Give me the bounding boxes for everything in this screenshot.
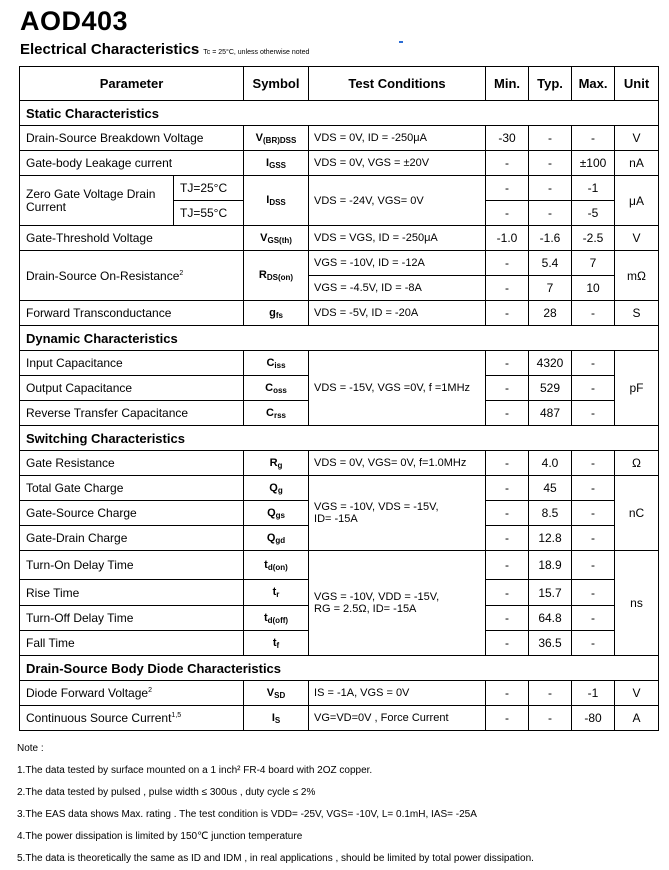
symbol-is: $I_S$ [244,706,309,731]
symbol-coss: $C_{oss}$ [244,376,309,401]
notes-heading: Note : [17,743,44,754]
unit-capacitance: pF [615,351,659,426]
max-rg: - [572,451,615,476]
tc-switching: VGS = -10V, VDD = -15V, RG = 2.5Ω, ID= -15A [309,551,486,656]
table-row [20,351,659,376]
symbol-rdson: $R_{DS(on)}$ [244,251,309,301]
tc-idss: VDS = -24V, VGS= 0V [309,176,486,226]
unit-idss: μA [615,176,659,226]
symbol-vsd: $V_{SD}$ [244,681,309,706]
max-bvdss: - [572,126,615,151]
section-title [20,41,309,58]
param-ciss: Input Capacitance [20,351,244,376]
notes [17,738,534,870]
tc-rg: VDS = 0V, VGS= 0V, f=1.0MHz [309,451,486,476]
unit-igss: nA [615,151,659,176]
typ-vgsth: -1.6 [529,226,572,251]
table-row [20,126,659,151]
note-5: 5.The data is theoretically the same as ID and IDM , in real applications , should be limited by total power dissipation. [17,853,534,864]
section-static: Static Characteristics [20,101,659,126]
stray-mark [399,41,403,43]
unit-is: A [615,706,659,731]
typ-crss: 487 [529,401,572,426]
max-qg: - [572,476,615,501]
min-ciss: - [486,351,529,376]
min-vsd: - [486,681,529,706]
min-idss-25: - [486,176,529,201]
symbol-tr: $t_r$ [244,580,309,606]
header-test-conditions: Test Conditions [309,67,486,101]
param-tf: Fall Time [20,631,244,656]
min-gfs: - [486,301,529,326]
symbol-gfs: $g_{fs}$ [244,301,309,326]
cond-idss-55: TJ=55°C [174,201,244,226]
min-qg: - [486,476,529,501]
symbol-idss: $I_{DSS}$ [244,176,309,226]
typ-rdson-10v: 5.4 [529,251,572,276]
symbol-ciss: $C_{iss}$ [244,351,309,376]
part-number: AOD403 [20,6,129,36]
symbol-qgs: $Q_{gs}$ [244,501,309,526]
symbol-vgsth: $V_{GS(th)}$ [244,226,309,251]
min-qgd: - [486,526,529,551]
table-row [20,226,659,251]
unit-rdson: mΩ [615,251,659,301]
table-row [20,681,659,706]
min-tdon: - [486,551,529,580]
min-tdoff: - [486,606,529,631]
symbol-igss: $I_{GSS}$ [244,151,309,176]
table-row [20,551,659,580]
header-min: Min. [486,67,529,101]
symbol-rg: $R_g$ [244,451,309,476]
unit-bvdss: V [615,126,659,151]
unit-gfs: S [615,301,659,326]
min-coss: - [486,376,529,401]
table-row [20,251,659,276]
note-1: 1.The data tested by surface mounted on a 1 inch² FR-4 board with 2OZ copper. [17,765,373,776]
max-idss-25: -1 [572,176,615,201]
unit-vgsth: V [615,226,659,251]
typ-gfs: 28 [529,301,572,326]
max-is: -80 [572,706,615,731]
table-row [20,151,659,176]
section-condition: Tc = 25°C, unless otherwise noted [203,49,310,56]
symbol-tdon: $t_{d(on)}$ [244,551,309,580]
param-crss: Reverse Transfer Capacitance [20,401,244,426]
max-ciss: - [572,351,615,376]
tc-is: VG=VD=0V , Force Current [309,706,486,731]
table-row [20,301,659,326]
table-row [20,476,659,501]
unit-switching: ns [615,551,659,656]
typ-tdon: 18.9 [529,551,572,580]
tc-vsd: IS = -1A, VGS = 0V [309,681,486,706]
symbol-crss: $C_{rss}$ [244,401,309,426]
param-rg: Gate Resistance [20,451,244,476]
unit-vsd: V [615,681,659,706]
section-title-text: Electrical Characteristics [20,41,200,58]
param-coss: Output Capacitance [20,376,244,401]
max-rdson-10v: 7 [572,251,615,276]
tc-gfs: VDS = -5V, ID = -20A [309,301,486,326]
param-qg: Total Gate Charge [20,476,244,501]
typ-igss: - [529,151,572,176]
min-is: - [486,706,529,731]
symbol-bvdss: $V_{(BR)DSS}$ [244,126,309,151]
param-rdson: Drain-Source On-Resistance$^2$ [20,251,244,301]
symbol-qgd: $Q_{gd}$ [244,526,309,551]
param-gfs: Forward Transconductance [20,301,244,326]
header-unit: Unit [615,67,659,101]
typ-ciss: 4320 [529,351,572,376]
min-tf: - [486,631,529,656]
param-tdoff: Turn-Off Delay Time [20,606,244,631]
param-qgs: Gate-Source Charge [20,501,244,526]
tc-vgsth: VDS = VGS, ID = -250μA [309,226,486,251]
tc-rdson-10v: VGS = -10V, ID = -12A [309,251,486,276]
max-igss: ±100 [572,151,615,176]
param-vsd: Diode Forward Voltage$^2$ [20,681,244,706]
typ-tr: 15.7 [529,580,572,606]
symbol-tf: $t_f$ [244,631,309,656]
max-vgsth: -2.5 [572,226,615,251]
table-row [20,706,659,731]
table-header-row [20,67,659,101]
electrical-characteristics-table [19,66,659,731]
table-row [20,176,659,201]
typ-vsd: - [529,681,572,706]
header-typ: Typ. [529,67,572,101]
note-2: 2.The data tested by pulsed , pulse width ≤ 300us , duty cycle ≤ 2% [17,787,316,798]
min-vgsth: -1.0 [486,226,529,251]
max-qgd: - [572,526,615,551]
typ-idss-25: - [529,176,572,201]
typ-rdson-4v5: 7 [529,276,572,301]
param-igss: Gate-body Leakage current [20,151,244,176]
cond-idss-25: TJ=25°C [174,176,244,201]
max-tr: - [572,580,615,606]
max-idss-55: -5 [572,201,615,226]
param-vgsth: Gate-Threshold Voltage [20,226,244,251]
symbol-tdoff: $t_{d(off)}$ [244,606,309,631]
tc-bvdss: VDS = 0V, ID = -250μA [309,126,486,151]
header-max: Max. [572,67,615,101]
min-rdson-4v5: - [486,276,529,301]
param-bvdss: Drain-Source Breakdown Voltage [20,126,244,151]
typ-qg: 45 [529,476,572,501]
header-symbol: Symbol [244,67,309,101]
unit-gate-charge: nC [615,476,659,551]
typ-tf: 36.5 [529,631,572,656]
min-igss: - [486,151,529,176]
tc-igss: VDS = 0V, VGS = ±20V [309,151,486,176]
min-idss-55: - [486,201,529,226]
max-vsd: -1 [572,681,615,706]
param-tdon: Turn-On Delay Time [20,551,244,580]
typ-coss: 529 [529,376,572,401]
symbol-qg: $Q_g$ [244,476,309,501]
tc-gate-charge: VGS = -10V, VDS = -15V, ID= -15A [309,476,486,551]
max-rdson-4v5: 10 [572,276,615,301]
param-idss: Zero Gate Voltage Drain Current [20,176,174,226]
param-is: Continuous Source Current$^{1,5}$ [20,706,244,731]
tc-rdson-4v5: VGS = -4.5V, ID = -8A [309,276,486,301]
tc-capacitance: VDS = -15V, VGS =0V, f =1MHz [309,351,486,426]
param-tr: Rise Time [20,580,244,606]
section-switching: Switching Characteristics [20,426,659,451]
min-bvdss: -30 [486,126,529,151]
typ-qgs: 8.5 [529,501,572,526]
typ-idss-55: - [529,201,572,226]
max-coss: - [572,376,615,401]
header-parameter: Parameter [20,67,244,101]
min-rdson-10v: - [486,251,529,276]
param-qgd: Gate-Drain Charge [20,526,244,551]
section-diode: Drain-Source Body Diode Characteristics [20,656,659,681]
max-gfs: - [572,301,615,326]
table-row [20,451,659,476]
note-3: 3.The EAS data shows Max. rating . The test condition is VDD= -25V, VGS= -10V, L= 0.1mH, IAS= -25A [17,809,477,820]
note-4: 4.The power dissipation is limited by 150℃ junction temperature [17,831,303,842]
max-tdon: - [572,551,615,580]
max-crss: - [572,401,615,426]
max-qgs: - [572,501,615,526]
min-qgs: - [486,501,529,526]
typ-qgd: 12.8 [529,526,572,551]
typ-is: - [529,706,572,731]
typ-bvdss: - [529,126,572,151]
section-dynamic: Dynamic Characteristics [20,326,659,351]
max-tf: - [572,631,615,656]
typ-rg: 4.0 [529,451,572,476]
min-crss: - [486,401,529,426]
min-rg: - [486,451,529,476]
typ-tdoff: 64.8 [529,606,572,631]
max-tdoff: - [572,606,615,631]
unit-rg: Ω [615,451,659,476]
min-tr: - [486,580,529,606]
